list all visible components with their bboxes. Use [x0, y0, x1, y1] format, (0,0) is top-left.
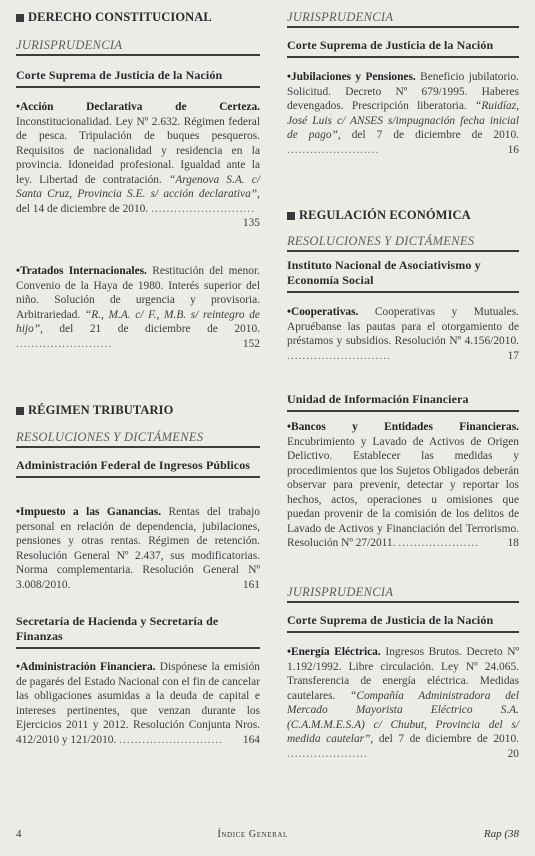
court-heading-2: Corte Suprema de Justicia de la Nación: [287, 613, 519, 633]
footer-title: Índice General: [217, 829, 288, 840]
square-bullet-icon: [16, 407, 24, 415]
subheading-jurisprudencia-2: JURISPRUDENCIA: [287, 585, 519, 603]
entry-administracion-financiera: •Administración Financiera. Dispónese la emisión de pagarés del Estado Nacional con el fin de cancelar las obligaciones asumidas a la deuda de capital e intereses pertinentes, que venzan durante los Ejercicios 2011 y 2012. Resolución Conjunta Nros. 412/2010 y 121/2010. ........................... 164: [16, 661, 260, 746]
page-ref: 17: [507, 349, 519, 362]
entry-energia-electrica: •Energía Eléctrica. Ingresos Brutos. Decreto Nº 1.192/1992. Libre circulación. Ley Nº 24.065. Transferencia de energía eléctrica. Medidas cautelares. “Compañía Administradora del Mercado Mayorista Eléctrico S.A. (C.A.M.M.E.S.A) c/ Chubut, Provincia del s/ medida cautelar”, del 7 de diciembre de 2010. ..................... 20: [287, 646, 520, 760]
entry-tratados-internacionales: •Tratados Internacionales. Restitución del menor. Convenio de la Haya de 1980. Interés superior del niño. Solución de urgencia y provisoria. Arbitrariedad. “R., M.A. c/ F., M.B. s/ reintegro de hijo”, del 21 de diciembre de 2010. ......................... 152: [16, 265, 260, 350]
court-heading: Corte Suprema de Justicia de la Nación: [287, 38, 519, 58]
court-heading: Corte Suprema de Justicia de la Nación: [16, 68, 260, 88]
page-ref: 161: [242, 578, 260, 591]
org-heading-afip: Administración Federal de Ingresos Públicos: [16, 458, 260, 478]
page-ref: 152: [242, 337, 260, 350]
subheading-jurisprudencia: JURISPRUDENCIA: [287, 10, 519, 28]
section-heading-regulacion-economica: REGULACIÓN ECONÓMICA: [287, 208, 471, 223]
page-ref: 20: [507, 747, 519, 760]
subheading-resoluciones: RESOLUCIONES Y DICTÁMENES: [287, 234, 519, 252]
subheading-jurisprudencia: JURISPRUDENCIA: [16, 38, 260, 56]
entry-accion-declarativa: •Acción Declarativa de Certeza. Inconstitucionalidad. Ley Nº 2.632. Régimen federal de pesca. Tripulación de buques pesqueros. Requisitos de nacionalidad y residencia en la provincia. Idoneidad profesional. Igualdad ante la ley. Libertad de contratación. “Argenova S.A. c/ Santa Cruz, Provincia S.E. s/ acción declarativa”, del 14 de diciembre de 2010. ........................... 135: [16, 101, 260, 229]
page-ref: 16: [507, 143, 519, 156]
page-footer: [16, 828, 519, 840]
page-ref: 18: [507, 537, 519, 549]
entry-impuesto-ganancias: •Impuesto a las Ganancias. Rentas del trabajo personal en relación de dependencia, jubilaciones, pensiones y otras rentas. Régimen de retención. Resolución General Nº 2.437, sus modificatorias. Norma complementaria. Resolución General Nº 3.008/2010. 161: [16, 506, 260, 591]
journal-reference: Rap (38: [483, 828, 519, 840]
section-heading-regimen-tributario: RÉGIMEN TRIBUTARIO: [16, 403, 173, 418]
square-bullet-icon: [287, 212, 295, 220]
page-ref: 164: [242, 733, 260, 746]
page-ref: 135: [242, 217, 260, 229]
org-heading-uif: Unidad de Información Financiera: [287, 392, 519, 412]
org-heading-hacienda: Secretaría de Hacienda y Secretaría de Finanzas: [16, 614, 260, 649]
entry-bancos-entidades: •Bancos y Entidades Financieras. Encubrimiento y Lavado de Activos de Origen Delictivo. Establecer las medidas y procedimientos que los Sujetos Obligados deberán observar para prevenir, detectar y reportar los hechos, actos, operaciones u omisiones que puedan provenir de la comisión de los delitos de Lavado de Activos y Financiación del Terrorismo. Resolución Nº 27/2011. ..................... 18: [287, 421, 519, 549]
page-number: 4: [16, 828, 22, 840]
entry-cooperativas: •Cooperativas. Cooperativas y Mutuales. Apruébanse las pautas para el otorgamiento de préstamos y subsidios. Resolución Nº 4.156/2010. ........................... 17: [287, 306, 519, 362]
square-bullet-icon: [16, 14, 24, 22]
section-heading-derecho-constitucional: DERECHO CONSTITUCIONAL: [16, 10, 212, 25]
org-heading-inaes: Instituto Nacional de Asociativismo y Economía Social: [287, 258, 519, 293]
entry-jubilaciones: •Jubilaciones y Pensiones. Beneficio jubilatorio. Solicitud. Decreto Nº 679/1995. Haberes devengados. Prescripción liberatoria. “Ruidíaz, José Luis c/ ANSES s/impugnación fecha inicial de pago”, del 7 de diciembre de 2010. ........................ 16: [287, 71, 520, 156]
subheading-resoluciones: RESOLUCIONES Y DICTÁMENES: [16, 430, 260, 448]
